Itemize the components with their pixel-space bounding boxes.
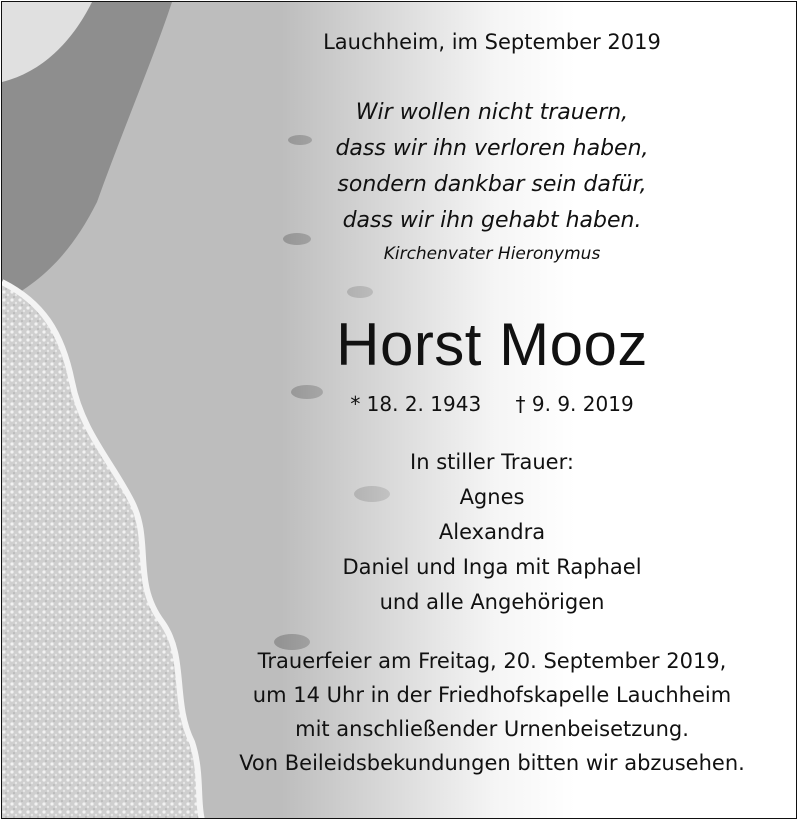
quote-line: Wir wollen nicht trauern, — [355, 100, 629, 125]
obituary-card — [1, 1, 797, 819]
obituary-text — [192, 2, 792, 819]
quote-author: Kirchenvater Hieronymus — [383, 244, 601, 264]
quote-line: dass wir ihn gehabt haben. — [342, 208, 642, 233]
mourner-name: Daniel und Inga mit Raphael — [342, 555, 642, 579]
mourner-name: Agnes — [459, 485, 525, 509]
mourners-intro: In stiller Trauer: — [410, 450, 574, 474]
mourner-name: und alle Angehörigen — [379, 590, 605, 614]
quote-line: sondern dankbar sein dafür, — [337, 172, 647, 197]
deceased-name: Horst Mooz — [336, 311, 648, 378]
quote-line: dass wir ihn verloren haben, — [335, 136, 649, 161]
funeral-info-line: Von Beileidsbekundungen bitten wir abzusehen. — [239, 751, 745, 775]
birth-date: * 18. 2. 1943 — [350, 392, 482, 416]
mourner-name: Alexandra — [438, 520, 546, 544]
death-date: † 9. 9. 2019 — [515, 392, 634, 416]
funeral-info-line: um 14 Uhr in der Friedhofskapelle Lauchheim — [252, 683, 732, 707]
place-date: Lauchheim, im September 2019 — [323, 30, 661, 54]
funeral-info-line: Trauerfeier am Freitag, 20. September 2019, — [257, 649, 727, 673]
life-dates — [192, 392, 792, 416]
funeral-info-line: mit anschließender Urnenbeisetzung. — [295, 717, 689, 741]
